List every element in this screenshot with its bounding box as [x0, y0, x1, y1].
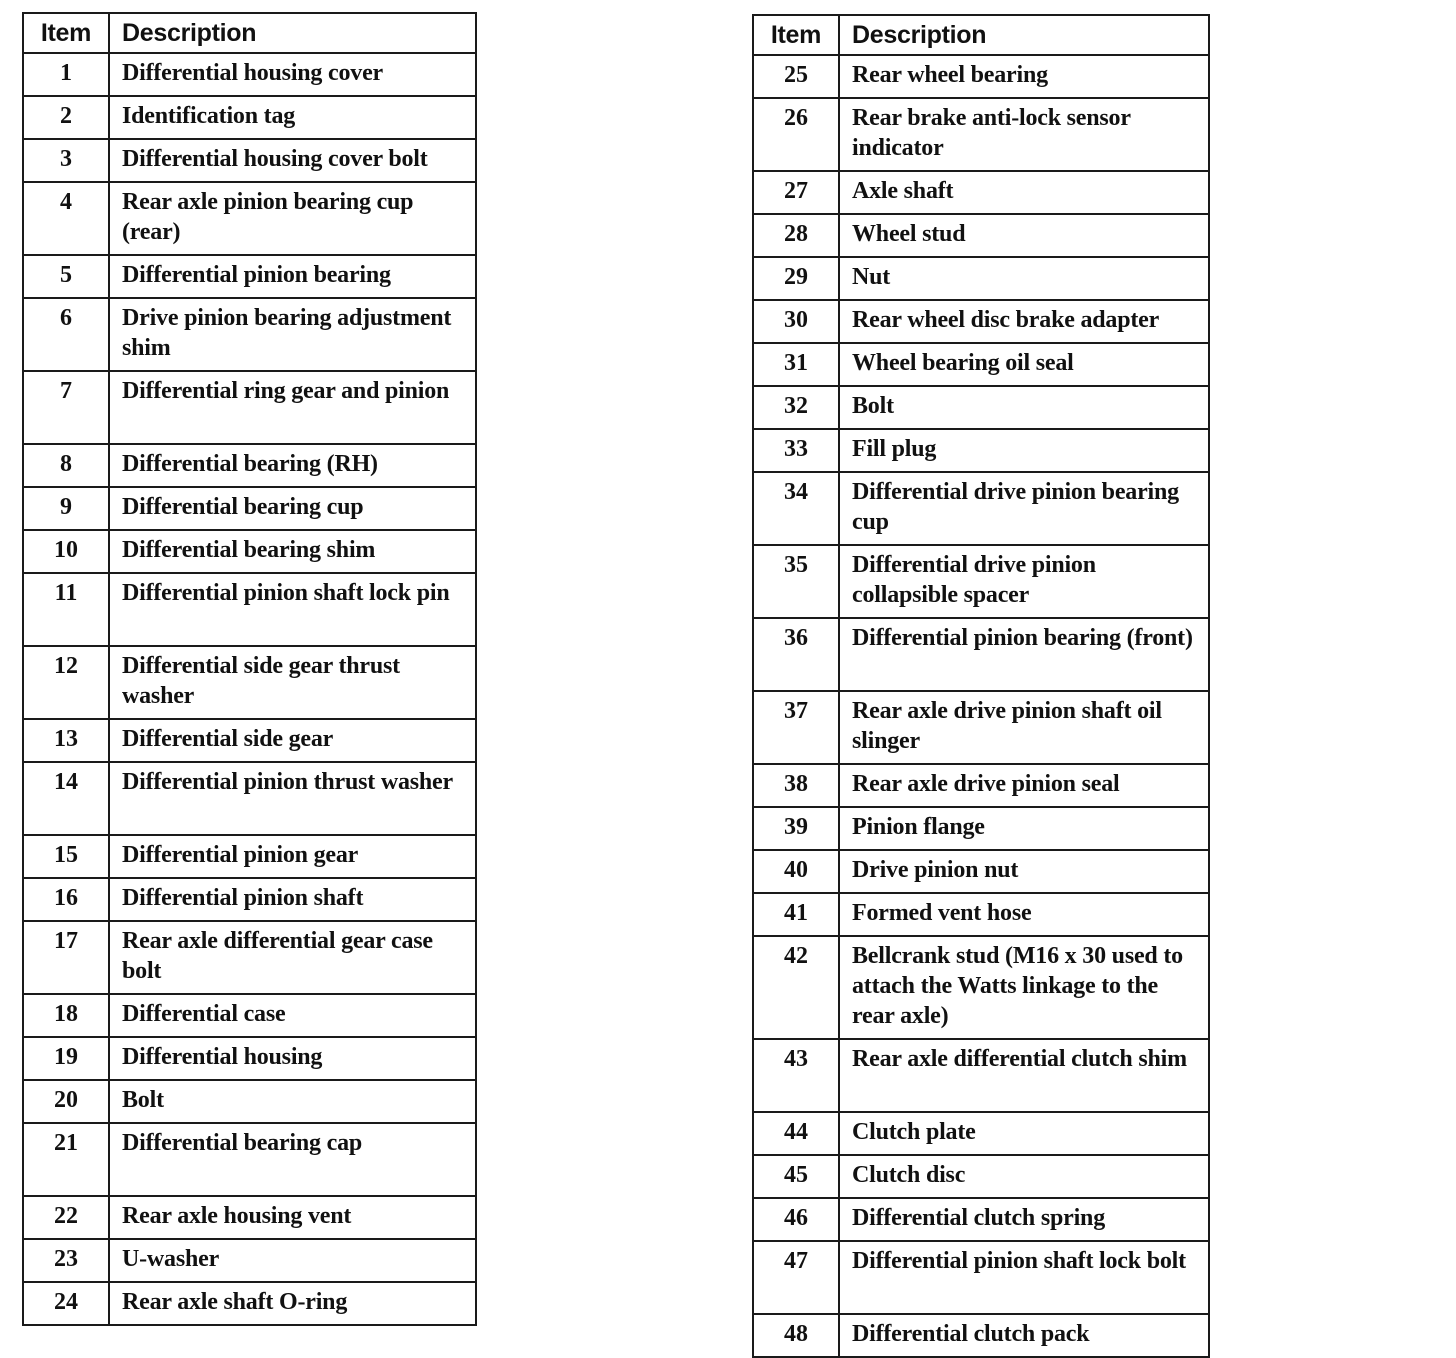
- item-description: Wheel bearing oil seal: [839, 343, 1209, 386]
- item-number: 7: [23, 371, 109, 444]
- item-number: 29: [753, 257, 839, 300]
- item-description: Rear axle drive pinion shaft oil slinger: [839, 691, 1209, 764]
- item-description: Differential drive pinion bearing cup: [839, 472, 1209, 545]
- table-row: [23, 1080, 476, 1123]
- item-number: 46: [753, 1198, 839, 1241]
- table-row: [23, 1196, 476, 1239]
- parts-table-right-body: [753, 55, 1209, 1357]
- column-header-item: Item: [23, 13, 109, 53]
- table-row: [23, 298, 476, 371]
- item-description: Differential side gear thrust washer: [109, 646, 476, 719]
- table-row: [753, 171, 1209, 214]
- table-row: [23, 139, 476, 182]
- table-row: [753, 1314, 1209, 1357]
- item-description: Differential pinion shaft lock bolt: [839, 1241, 1209, 1314]
- item-number: 38: [753, 764, 839, 807]
- item-description: Differential pinion shaft lock pin: [109, 573, 476, 646]
- table-row: [23, 255, 476, 298]
- item-description: Differential bearing cap: [109, 1123, 476, 1196]
- table-row: [23, 994, 476, 1037]
- table-row: [23, 646, 476, 719]
- table-row: [753, 691, 1209, 764]
- item-description: Rear axle differential clutch shim: [839, 1039, 1209, 1112]
- parts-table-right: [752, 14, 1210, 1358]
- item-description: Differential housing cover: [109, 53, 476, 96]
- table-row: [23, 53, 476, 96]
- table-row: [753, 257, 1209, 300]
- item-description: Differential bearing shim: [109, 530, 476, 573]
- item-description: Axle shaft: [839, 171, 1209, 214]
- table-row: [753, 386, 1209, 429]
- table-row: [23, 1037, 476, 1080]
- item-number: 24: [23, 1282, 109, 1325]
- table-row: [23, 371, 476, 444]
- table-row: [753, 214, 1209, 257]
- table-row: [753, 1241, 1209, 1314]
- table-row: [23, 487, 476, 530]
- item-description: Differential pinion thrust washer: [109, 762, 476, 835]
- item-number: 14: [23, 762, 109, 835]
- item-description: Drive pinion bearing adjustment shim: [109, 298, 476, 371]
- item-description: Rear brake anti-lock sensor indicator: [839, 98, 1209, 171]
- item-number: 22: [23, 1196, 109, 1239]
- item-description: Differential side gear: [109, 719, 476, 762]
- table-row: [23, 921, 476, 994]
- item-number: 32: [753, 386, 839, 429]
- item-number: 47: [753, 1241, 839, 1314]
- item-description: Rear axle housing vent: [109, 1196, 476, 1239]
- item-description: Differential pinion bearing: [109, 255, 476, 298]
- item-description: Pinion flange: [839, 807, 1209, 850]
- item-description: Differential bearing cup: [109, 487, 476, 530]
- item-number: 33: [753, 429, 839, 472]
- table-row: [23, 530, 476, 573]
- item-number: 39: [753, 807, 839, 850]
- item-number: 21: [23, 1123, 109, 1196]
- item-number: 44: [753, 1112, 839, 1155]
- item-description: Bolt: [109, 1080, 476, 1123]
- item-description: U-washer: [109, 1239, 476, 1282]
- item-number: 45: [753, 1155, 839, 1198]
- item-description: Rear axle drive pinion seal: [839, 764, 1209, 807]
- item-number: 19: [23, 1037, 109, 1080]
- table-row: [753, 893, 1209, 936]
- item-description: Identification tag: [109, 96, 476, 139]
- table-row: [753, 764, 1209, 807]
- parts-table-left-body: [23, 53, 476, 1325]
- table-row: [753, 1198, 1209, 1241]
- table-row: [753, 98, 1209, 171]
- header-row: [23, 13, 476, 53]
- table-row: [23, 762, 476, 835]
- item-description: Differential case: [109, 994, 476, 1037]
- item-description: Differential pinion gear: [109, 835, 476, 878]
- item-description: Bellcrank stud (M16 x 30 used to attach the Watts linkage to the rear axle): [839, 936, 1209, 1039]
- item-description: Rear wheel bearing: [839, 55, 1209, 98]
- item-number: 12: [23, 646, 109, 719]
- table-row: [753, 429, 1209, 472]
- item-number: 27: [753, 171, 839, 214]
- item-number: 17: [23, 921, 109, 994]
- item-description: Differential pinion shaft: [109, 878, 476, 921]
- item-description: Formed vent hose: [839, 893, 1209, 936]
- item-number: 4: [23, 182, 109, 255]
- header-row: [753, 15, 1209, 55]
- item-number: 30: [753, 300, 839, 343]
- table-row: [23, 1239, 476, 1282]
- item-number: 3: [23, 139, 109, 182]
- item-description: Clutch plate: [839, 1112, 1209, 1155]
- item-description: Differential ring gear and pinion: [109, 371, 476, 444]
- item-description: Rear wheel disc brake adapter: [839, 300, 1209, 343]
- table-row: [23, 1282, 476, 1325]
- item-number: 40: [753, 850, 839, 893]
- item-description: Fill plug: [839, 429, 1209, 472]
- item-number: 10: [23, 530, 109, 573]
- item-description: Differential housing cover bolt: [109, 139, 476, 182]
- item-number: 36: [753, 618, 839, 691]
- item-number: 41: [753, 893, 839, 936]
- column-header-description: Description: [839, 15, 1209, 55]
- item-description: Rear axle pinion bearing cup (rear): [109, 182, 476, 255]
- item-number: 34: [753, 472, 839, 545]
- item-number: 20: [23, 1080, 109, 1123]
- item-number: 23: [23, 1239, 109, 1282]
- item-number: 35: [753, 545, 839, 618]
- table-row: [23, 878, 476, 921]
- column-header-description: Description: [109, 13, 476, 53]
- item-number: 11: [23, 573, 109, 646]
- item-number: 28: [753, 214, 839, 257]
- table-row: [753, 472, 1209, 545]
- item-description: Differential housing: [109, 1037, 476, 1080]
- item-description: Nut: [839, 257, 1209, 300]
- item-number: 31: [753, 343, 839, 386]
- table-row: [753, 343, 1209, 386]
- table-row: [753, 618, 1209, 691]
- table-row: [753, 300, 1209, 343]
- item-number: 8: [23, 444, 109, 487]
- table-row: [753, 936, 1209, 1039]
- item-number: 15: [23, 835, 109, 878]
- item-number: 48: [753, 1314, 839, 1357]
- table-row: [753, 807, 1209, 850]
- item-description: Differential clutch pack: [839, 1314, 1209, 1357]
- table-row: [753, 55, 1209, 98]
- table-row: [23, 96, 476, 139]
- item-number: 42: [753, 936, 839, 1039]
- item-description: Rear axle differential gear case bolt: [109, 921, 476, 994]
- item-number: 18: [23, 994, 109, 1037]
- table-row: [753, 1155, 1209, 1198]
- item-description: Differential drive pinion collapsible spacer: [839, 545, 1209, 618]
- item-description: Differential clutch spring: [839, 1198, 1209, 1241]
- table-row: [23, 835, 476, 878]
- item-description: Wheel stud: [839, 214, 1209, 257]
- item-number: 6: [23, 298, 109, 371]
- table-row: [23, 719, 476, 762]
- item-number: 26: [753, 98, 839, 171]
- table-row: [753, 1112, 1209, 1155]
- table-row: [23, 182, 476, 255]
- item-description: Differential bearing (RH): [109, 444, 476, 487]
- item-number: 1: [23, 53, 109, 96]
- item-description: Clutch disc: [839, 1155, 1209, 1198]
- item-number: 2: [23, 96, 109, 139]
- table-row: [753, 850, 1209, 893]
- item-description: Drive pinion nut: [839, 850, 1209, 893]
- item-description: Rear axle shaft O-ring: [109, 1282, 476, 1325]
- item-number: 16: [23, 878, 109, 921]
- table-row: [23, 573, 476, 646]
- item-number: 5: [23, 255, 109, 298]
- item-number: 25: [753, 55, 839, 98]
- item-number: 37: [753, 691, 839, 764]
- item-description: Bolt: [839, 386, 1209, 429]
- column-header-item: Item: [753, 15, 839, 55]
- item-number: 9: [23, 487, 109, 530]
- table-row: [23, 444, 476, 487]
- parts-table-left: [22, 12, 477, 1326]
- item-description: Differential pinion bearing (front): [839, 618, 1209, 691]
- item-number: 13: [23, 719, 109, 762]
- item-number: 43: [753, 1039, 839, 1112]
- table-row: [23, 1123, 476, 1196]
- table-row: [753, 1039, 1209, 1112]
- table-row: [753, 545, 1209, 618]
